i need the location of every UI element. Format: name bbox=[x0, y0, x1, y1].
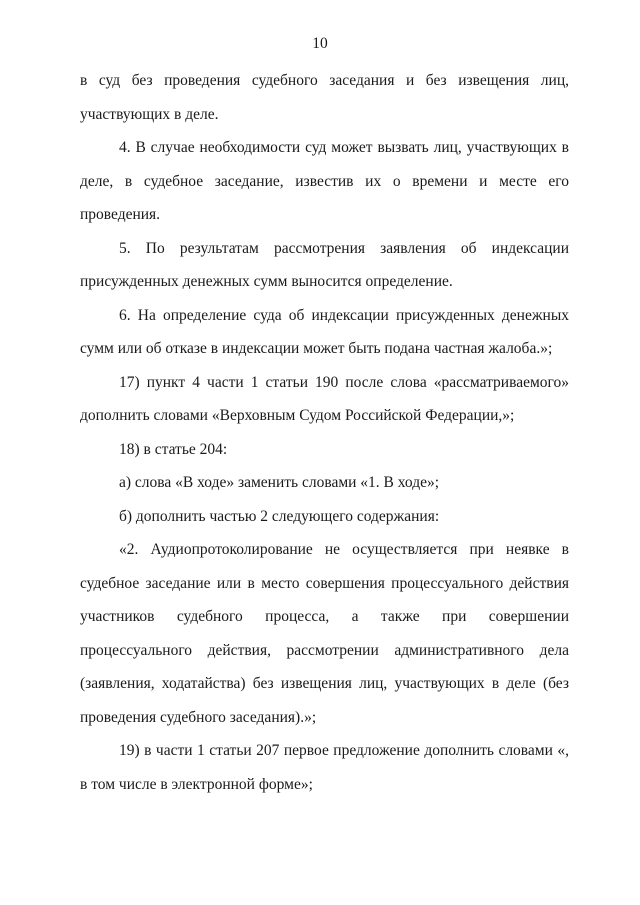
paragraph-item-5: 5. По результатам рассмотрения заявления об индексации присужденных денежных сумм выносится определение. bbox=[80, 239, 569, 290]
paragraph-item-19: 19) в части 1 статьи 207 первое предложение дополнить словами «, в том числе в электронной форме»; bbox=[80, 742, 569, 793]
paragraph-quote-part-2: «2. Аудиопротоколирование не осуществляется при неявке в судебное заседание или в место совершения процессуального действия участников судебного процесса, а также при совершении процессуального действия, рассмотрении административного дела (заявления, ходатайства) без извещения лиц, участвующих в деле (без проведения судебного заседания).»; bbox=[80, 541, 569, 726]
paragraph-item-18a: а) слова «В ходе» заменить словами «1. В ходе»; bbox=[119, 474, 440, 491]
paragraph-item-6: 6. На определение суда об индексации присужденных денежных сумм или об отказе в индексации может быть подана частная жалоба.»; bbox=[80, 306, 569, 357]
page-number: 10 bbox=[312, 35, 328, 52]
document-body bbox=[80, 64, 569, 801]
paragraph-item-18b: б) дополнить частью 2 следующего содержания: bbox=[119, 507, 440, 525]
paragraph-item-4: 4. В случае необходимости суд может вызвать лиц, участвующих в деле, в судебное заседание, известив их о времени и месте его проведения. bbox=[80, 139, 569, 223]
paragraph-item-17: 17) пункт 4 части 1 статьи 190 после слова «рассматриваемого» дополнить словами «Верховным Судом Российской Федерации,»; bbox=[80, 373, 569, 424]
paragraph-continuation: в суд без проведения судебного заседания и без извещения лиц, участвующих в деле. bbox=[80, 72, 569, 123]
paragraph-item-18: 18) в статье 204: bbox=[119, 440, 228, 458]
